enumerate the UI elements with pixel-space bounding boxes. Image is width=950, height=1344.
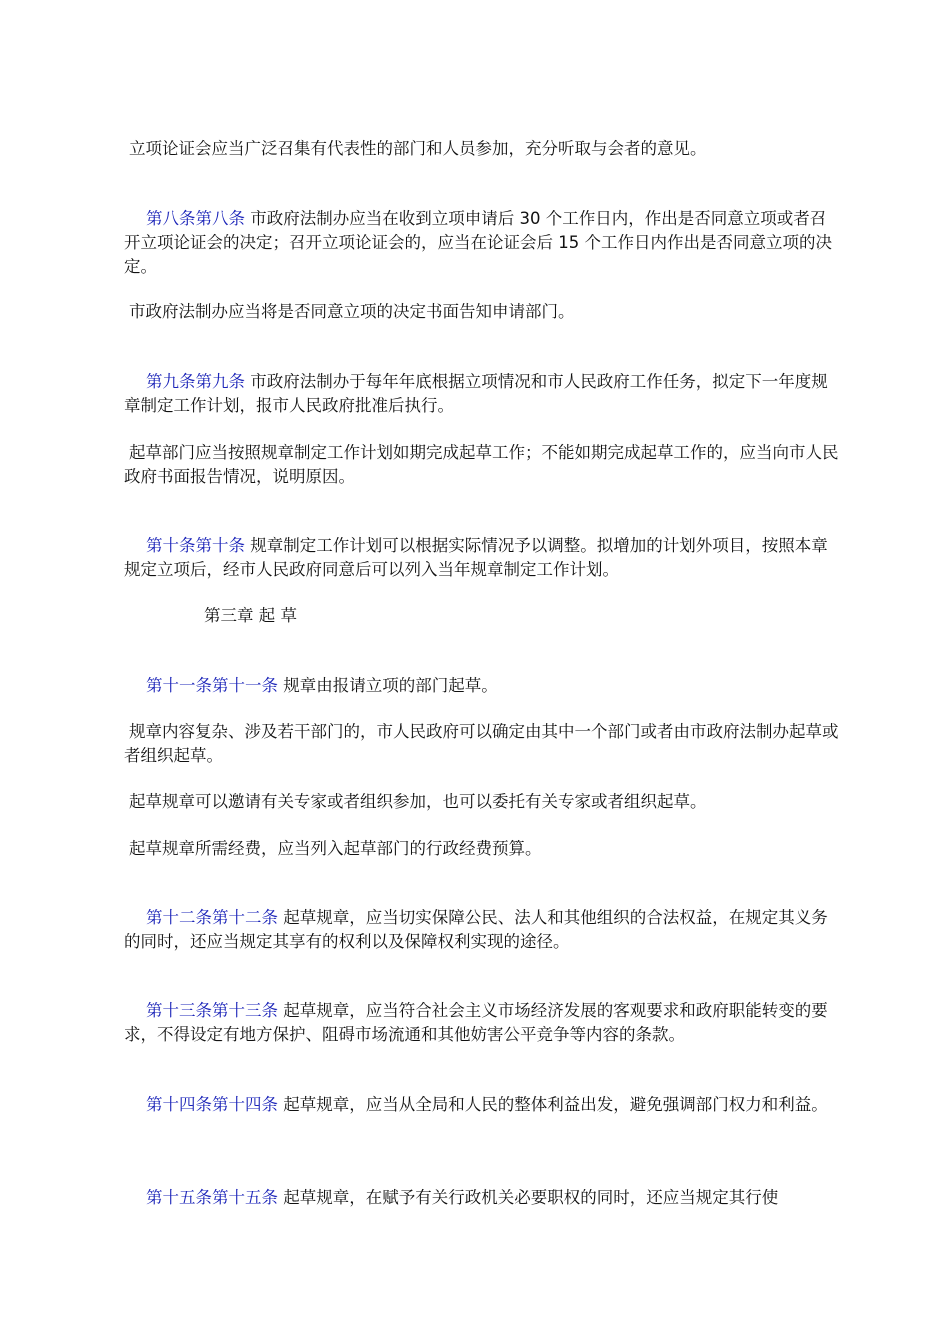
article-text: 起草规章，应当切实保障公民、法人和其他组织的合法权益，在规定其义务的同时，还应当规定其享有的权利以及保障权利实现的途径。 xyxy=(124,908,828,951)
paragraph-text: 市政府法制办应当将是否同意立项的决定书面告知申请部门。 xyxy=(129,302,575,321)
paragraph-11 xyxy=(124,837,839,861)
article-title: 第十条第十条 xyxy=(146,536,245,555)
article-text: 市政府法制办于每年年底根据立项情况和市人民政府工作任务，拟定下一年度规章制定工作计划，报市人民政府批准后执行。 xyxy=(124,372,828,415)
article-text: 市政府法制办应当在收到立项申请后 30 个工作日内，作出是否同意立项或者召开立项论证会的决定；召开立项论证会的，应当在论证会后 15 个工作日内作出是否同意立项的决定。 xyxy=(124,209,832,276)
article-title: 第八条第八条 xyxy=(146,209,245,228)
paragraph-text: 规章内容复杂、涉及若干部门的，市人民政府可以确定由其中一个部门或者由市政府法制办起草或者组织起草。 xyxy=(124,722,839,765)
article-text: 起草规章，应当从全局和人民的整体利益出发，避免强调部门权力和利益。 xyxy=(278,1095,828,1114)
article-11 xyxy=(124,674,839,698)
paragraph-text: 起草规章所需经费，应当列入起草部门的行政经费预算。 xyxy=(129,839,542,858)
article-8 xyxy=(124,207,839,279)
article-title: 第十四条第十四条 xyxy=(146,1095,278,1114)
paragraph-9 xyxy=(124,720,839,768)
article-10 xyxy=(124,534,839,582)
article-title: 第十一条第十一条 xyxy=(146,676,278,695)
article-13 xyxy=(124,999,839,1047)
article-title: 第十三条第十三条 xyxy=(146,1001,278,1020)
paragraph-text: 起草部门应当按照规章制定工作计划如期完成起草工作；不能如期完成起草工作的，应当向市人民政府书面报告情况，说明原因。 xyxy=(124,443,839,486)
article-15 xyxy=(124,1186,839,1210)
article-9 xyxy=(124,370,839,418)
paragraph-5 xyxy=(124,441,839,489)
article-text: 规章由报请立项的部门起草。 xyxy=(278,676,498,695)
article-14 xyxy=(124,1093,839,1117)
paragraph-text: 起草规章可以邀请有关专家或者组织参加，也可以委托有关专家或者组织起草。 xyxy=(129,792,707,811)
article-text: 规章制定工作计划可以根据实际情况予以调整。拟增加的计划外项目，按照本章规定立项后，经市人民政府同意后可以列入当年规章制定工作计划。 xyxy=(124,536,828,579)
article-title: 第十五条第十五条 xyxy=(146,1188,278,1207)
article-title: 第十二条第十二条 xyxy=(146,908,278,927)
paragraph-text: 立项论证会应当广泛召集有代表性的部门和人员参加，充分听取与会者的意见。 xyxy=(129,139,707,158)
article-text: 起草规章，应当符合社会主义市场经济发展的客观要求和政府职能转变的要求，不得设定有地方保护、阻碍市场流通和其他妨害公平竞争等内容的条款。 xyxy=(124,1001,828,1044)
article-title: 第九条第九条 xyxy=(146,372,245,391)
article-text: 起草规章，在赋予有关行政机关必要职权的同时，还应当规定其行使 xyxy=(278,1188,779,1207)
chapter-heading: 第三章 起 草 xyxy=(204,606,297,625)
paragraph-3 xyxy=(124,300,839,324)
paragraph-10 xyxy=(124,790,839,814)
article-12 xyxy=(124,906,839,954)
paragraph-1 xyxy=(124,137,839,161)
